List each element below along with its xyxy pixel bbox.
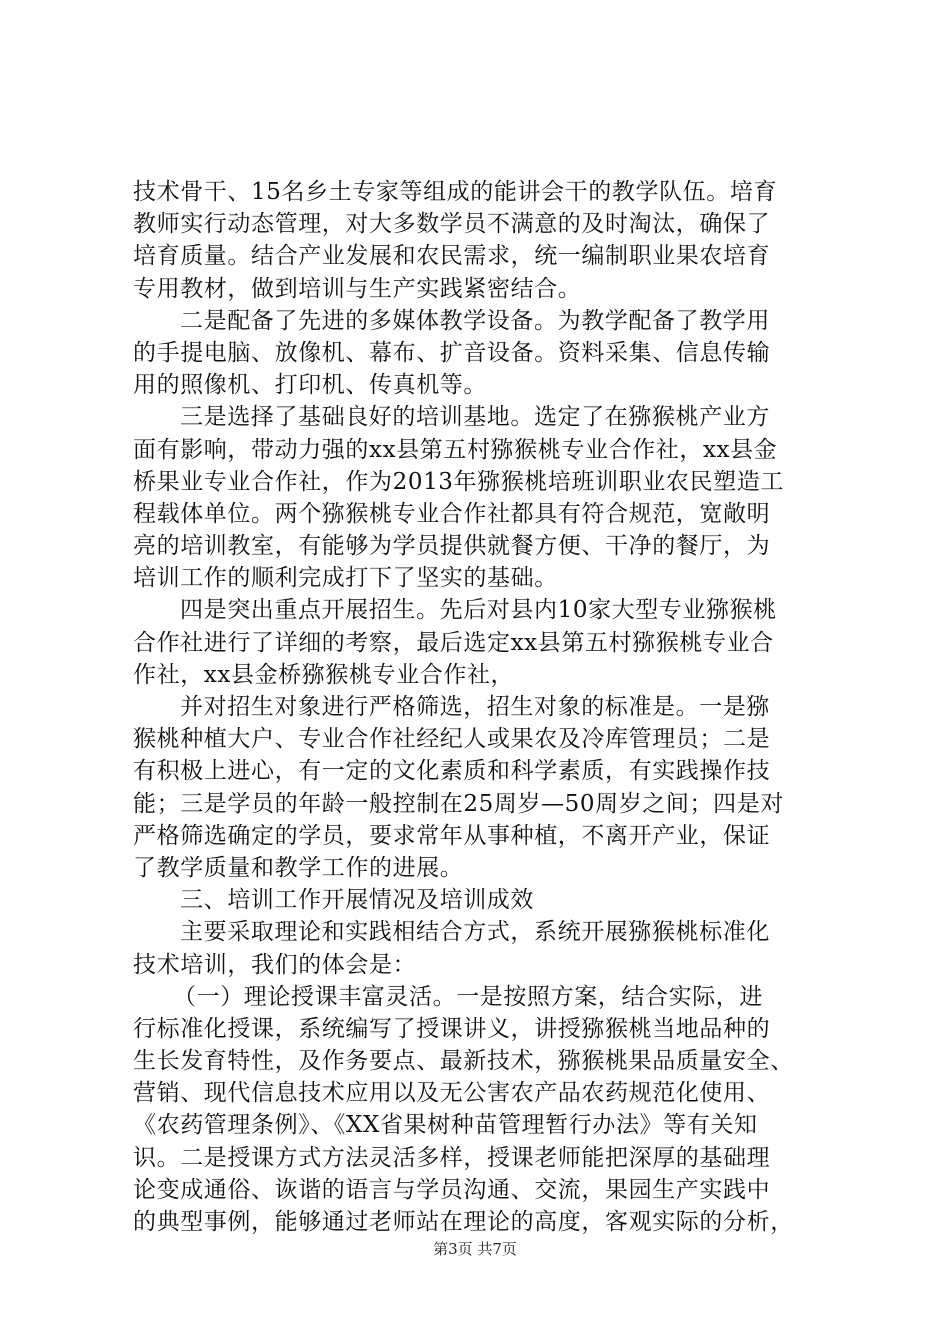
text-line: 营销、现代信息技术应用以及无公害农产品农药规范化使用、 (133, 1080, 771, 1107)
text-line: 三是选择了基础良好的培训基地。选定了在猕猴桃产业方 (180, 404, 770, 431)
text-line: 桥果业专业合作社，作为2013年猕猴桃培班训职业农民塑造工 (133, 468, 784, 495)
text-line: 的典型事例，能够通过老师站在理论的高度，客观实际的分析， (133, 1209, 794, 1235)
text-line: 专用教材，做到培训与生产实践紧密结合。 (133, 275, 582, 302)
text-line: （一）理论授课丰富灵活。一是按照方案，结合实际，进 (173, 983, 763, 1010)
text-line: 的手提电脑、放像机、幕布、扩音设备。资料采集、信息传输 (133, 339, 771, 366)
text-line: 主要采取理论和实践相结合方式，系统开展猕猴桃标准化 (180, 919, 770, 946)
text-line: 了教学质量和教学工作的进展。 (133, 854, 464, 881)
text-line: 技术培训，我们的体会是： (133, 951, 417, 978)
text-line: 面有影响，带动力强的xx县第五村猕猴桃专业合作社，xx县金 (133, 436, 778, 463)
text-line: 《农药管理条例》、《XX省果树种苗管理暂行办法》等有关知 (133, 1112, 758, 1139)
text-line: 教师实行动态管理，对大多数学员不满意的及时淘汰，确保了 (133, 211, 771, 238)
text-line: 培育质量。结合产业发展和农民需求，统一编制职业果农培育 (133, 243, 771, 270)
text-line: 严格筛选确定的学员，要求常年从事种植，不离开产业，保证 (133, 822, 771, 849)
text-line: 二是配备了先进的多媒体教学设备。为教学配备了教学用 (180, 307, 770, 334)
text-line: 技术骨干、15名乡土专家等组成的能讲会干的教学队伍。培育 (133, 179, 778, 205)
text-line: 作社，xx县金桥猕猴桃专业合作社， (133, 661, 515, 688)
text-line: 程载体单位。两个猕猴桃专业合作社都具有符合规范，宽敞明 (133, 500, 771, 527)
text-line: 猴桃种植大户、专业合作社经纪人或果农及冷库管理员；二是 (133, 726, 771, 753)
text-line: 用的照像机、打印机、传真机等。 (133, 372, 487, 399)
text-line: 识。二是授课方式方法灵活多样，授课老师能把深厚的基础理 (133, 1144, 771, 1171)
text-line: 有积极上进心，有一定的文化素质和科学素质，有实践操作技 (133, 758, 771, 785)
text-line: 论变成通俗、诙谐的语言与学员沟通、交流，果园生产实践中 (133, 1176, 771, 1203)
text-line: 合作社进行了详细的考察，最后选定xx县第五村猕猴桃专业合 (133, 629, 774, 656)
page-footer: 第3页 共7页 (433, 1240, 517, 1258)
text-line: 三、培训工作开展情况及培训成效 (180, 887, 534, 914)
text-line: 亮的培训教室，有能够为学员提供就餐方便、干净的餐厅，为 (133, 533, 771, 560)
text-line: 生长发育特性，及作务要点、最新技术，猕猴桃果品质量安全、 (133, 1048, 794, 1075)
text-line: 四是突出重点开展招生。先后对县内10家大型专业猕猴桃 (180, 597, 777, 624)
text-line: 培训工作的顺利完成打下了坚实的基础。 (133, 565, 558, 592)
text-line: 能；三是学员的年龄一般控制在25周岁—50周岁之间；四是对 (133, 790, 784, 817)
text-line: 行标准化授课，系统编写了授课讲义，讲授猕猴桃当地品种的 (133, 1015, 771, 1042)
body-text (133, 176, 833, 1238)
text-line: 并对招生对象进行严格筛选，招生对象的标准是。一是猕 (180, 694, 770, 720)
